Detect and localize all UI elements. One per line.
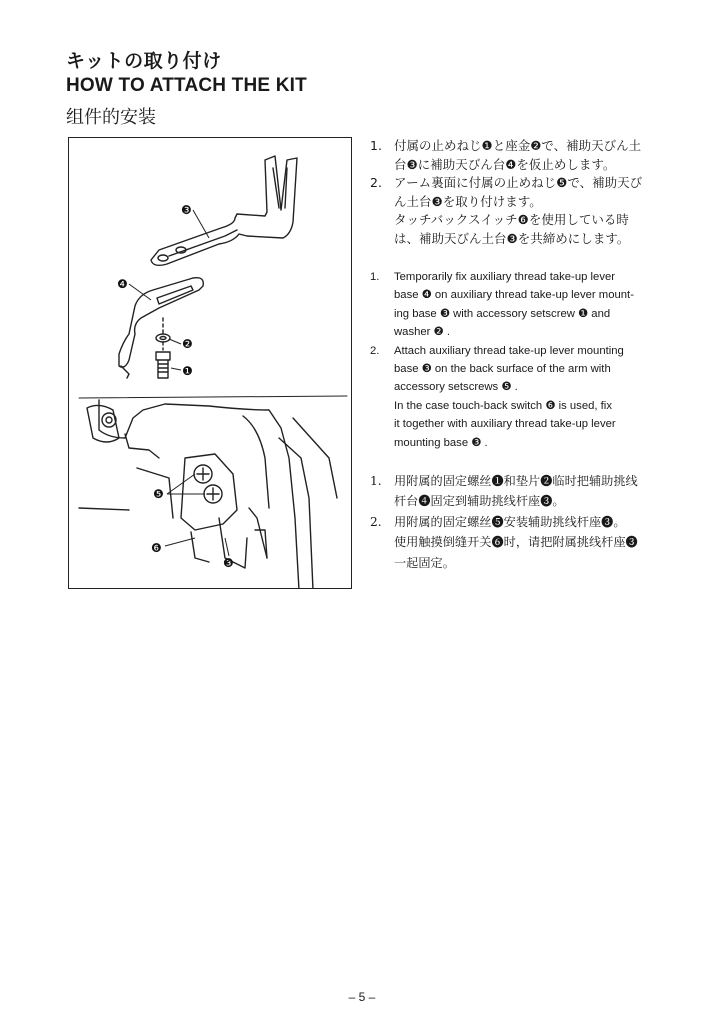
instruction-en-2: [370, 342, 670, 452]
instruction-line: 付属の止めねじ❶と座金❷で、補助天びん土: [394, 138, 642, 153]
instructions-english: [370, 268, 670, 452]
callout-3-bottom: ❸: [223, 556, 234, 570]
title-japanese: キットの取り付け: [66, 50, 222, 72]
instruction-line: Attach auxiliary thread take-up lever mounting: [394, 344, 624, 357]
instruction-en-1: [370, 268, 670, 342]
title-english: HOW TO ATTACH THE KIT: [66, 75, 307, 96]
instruction-line: accessory setscrews ❺ .: [394, 381, 518, 394]
instruction-line: 用附属的固定螺丝❺安装辅助挑线杆座❸。: [394, 514, 626, 529]
instruction-line: In the case touch-back switch ❻ is used, fix: [394, 399, 612, 412]
instruction-line: タッチバックスイッチ❻を使用している時: [394, 212, 629, 228]
step-number: 1.: [370, 474, 382, 488]
instruction-line: Temporarily fix auxiliary thread take-up lever: [394, 271, 616, 283]
callout-2: ❷: [182, 337, 193, 351]
step-number: 2.: [370, 175, 382, 191]
instructions-chinese: [370, 471, 670, 573]
assembly-diagram: [68, 137, 352, 589]
callout-6: ❻: [151, 541, 162, 555]
instruction-line: ん土台❸を取り付けます。: [394, 193, 542, 209]
mounting-base-part: [151, 156, 297, 265]
assembly-illustration: [69, 138, 352, 589]
callout-5: ❺: [153, 487, 164, 501]
instruction-line: 一起固定。: [394, 555, 455, 570]
washer-part: [156, 334, 170, 342]
page-number: – 5 –: [348, 990, 376, 1004]
callout-4: ❹: [117, 277, 128, 291]
instruction-line: 台❸に補助天びん台❹を仮止めします。: [394, 156, 616, 172]
step-number: 1.: [370, 271, 380, 283]
mounting-plate: [181, 454, 237, 530]
callout-3-top: ❸: [181, 203, 192, 217]
instruction-line: washer ❷ .: [394, 326, 450, 339]
instruction-line: base ❹ on auxiliary thread take-up lever mount-: [394, 289, 634, 302]
instruction-line: 使用触摸倒缝开关❻时，请把附属挑线杆座❸: [394, 535, 638, 550]
instruction-line: 杆台❹固定到辅助挑线杆座❸。: [394, 494, 565, 509]
callout-1: ❶: [182, 364, 193, 378]
instruction-zh-2: [370, 512, 670, 573]
instructions-japanese: [370, 137, 670, 249]
instruction-line: ing base ❸ with accessory setscrew ❶ and: [394, 307, 611, 320]
instruction-zh-1: [370, 471, 670, 512]
instruction-line: mounting base ❸ .: [394, 436, 488, 449]
step-number: 1.: [370, 138, 382, 153]
instruction-ja-2: [370, 174, 670, 248]
step-number: 2.: [370, 344, 380, 357]
instruction-ja-1: [370, 137, 670, 174]
instruction-line: は、補助天びん土台❸を共締めにします。: [394, 230, 630, 246]
instruction-line: base ❸ on the back surface of the arm with: [394, 363, 611, 376]
step-number: 2.: [370, 514, 382, 529]
title-chinese: 组件的安装: [66, 107, 156, 128]
instruction-line: it together with auxiliary thread take-up lever: [394, 418, 616, 431]
instruction-line: 用附属的固定螺丝❶和垫片❷临时把辅助挑线: [394, 474, 638, 488]
instruction-line: アーム裏面に付属の止めねじ❺で、補助天び: [394, 175, 643, 191]
setscrew-part: [156, 352, 170, 360]
